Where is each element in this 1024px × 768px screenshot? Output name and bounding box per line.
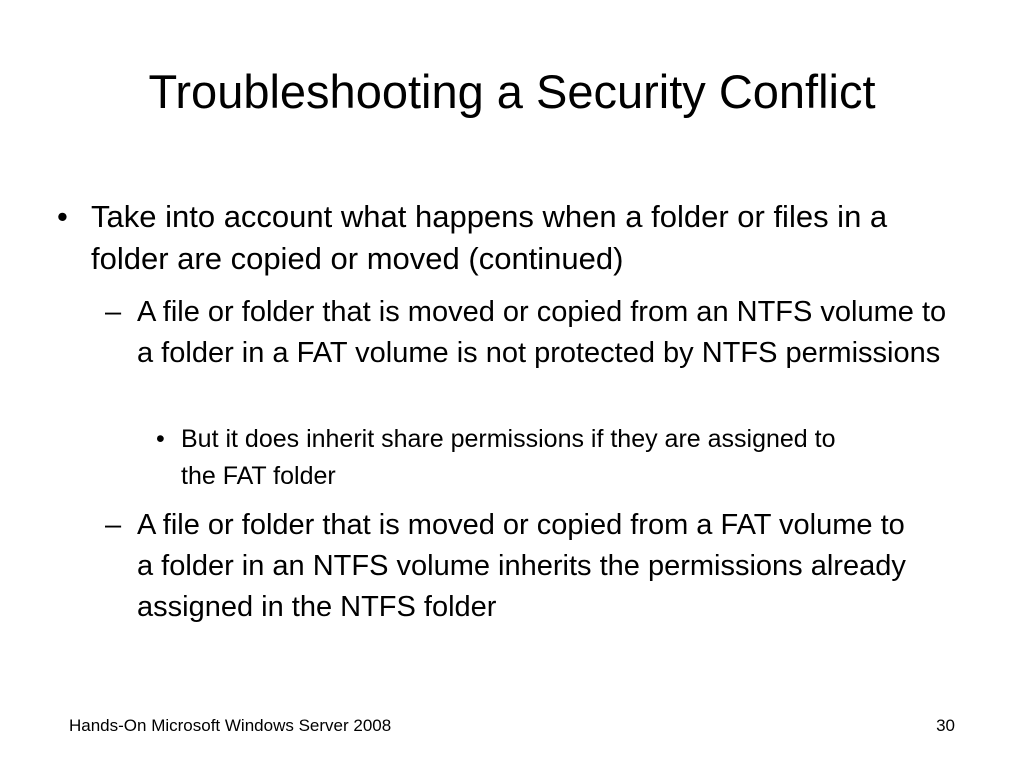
bullet-marker: • — [57, 199, 68, 234]
dash-marker: – — [105, 509, 122, 541]
dash-marker: – — [105, 296, 122, 328]
subsubbullet-share-permissions: But it does inherit share permissions if they are assigned to the FAT folder — [181, 425, 836, 490]
bullet-marker-small: • — [156, 425, 165, 453]
subbullet-fat-to-ntfs: A file or folder that is moved or copied from a FAT volume to a folder in an NTFS volume inherits the permissions already assigned in the NTFS folder — [137, 509, 906, 623]
slide-number: 30 — [936, 716, 955, 735]
slide-title: Troubleshooting a Security Conflict — [148, 65, 876, 118]
subbullet-ntfs-to-fat: A file or folder that is moved or copied from an NTFS volume to a folder in a FAT volume is not protected by NTFS permissions — [137, 296, 947, 369]
footer-course-title: Hands-On Microsoft Windows Server 2008 — [69, 716, 392, 735]
bullet-take-into-account: Take into account what happens when a folder or files in a folder are copied or moved (continued) — [91, 199, 888, 276]
